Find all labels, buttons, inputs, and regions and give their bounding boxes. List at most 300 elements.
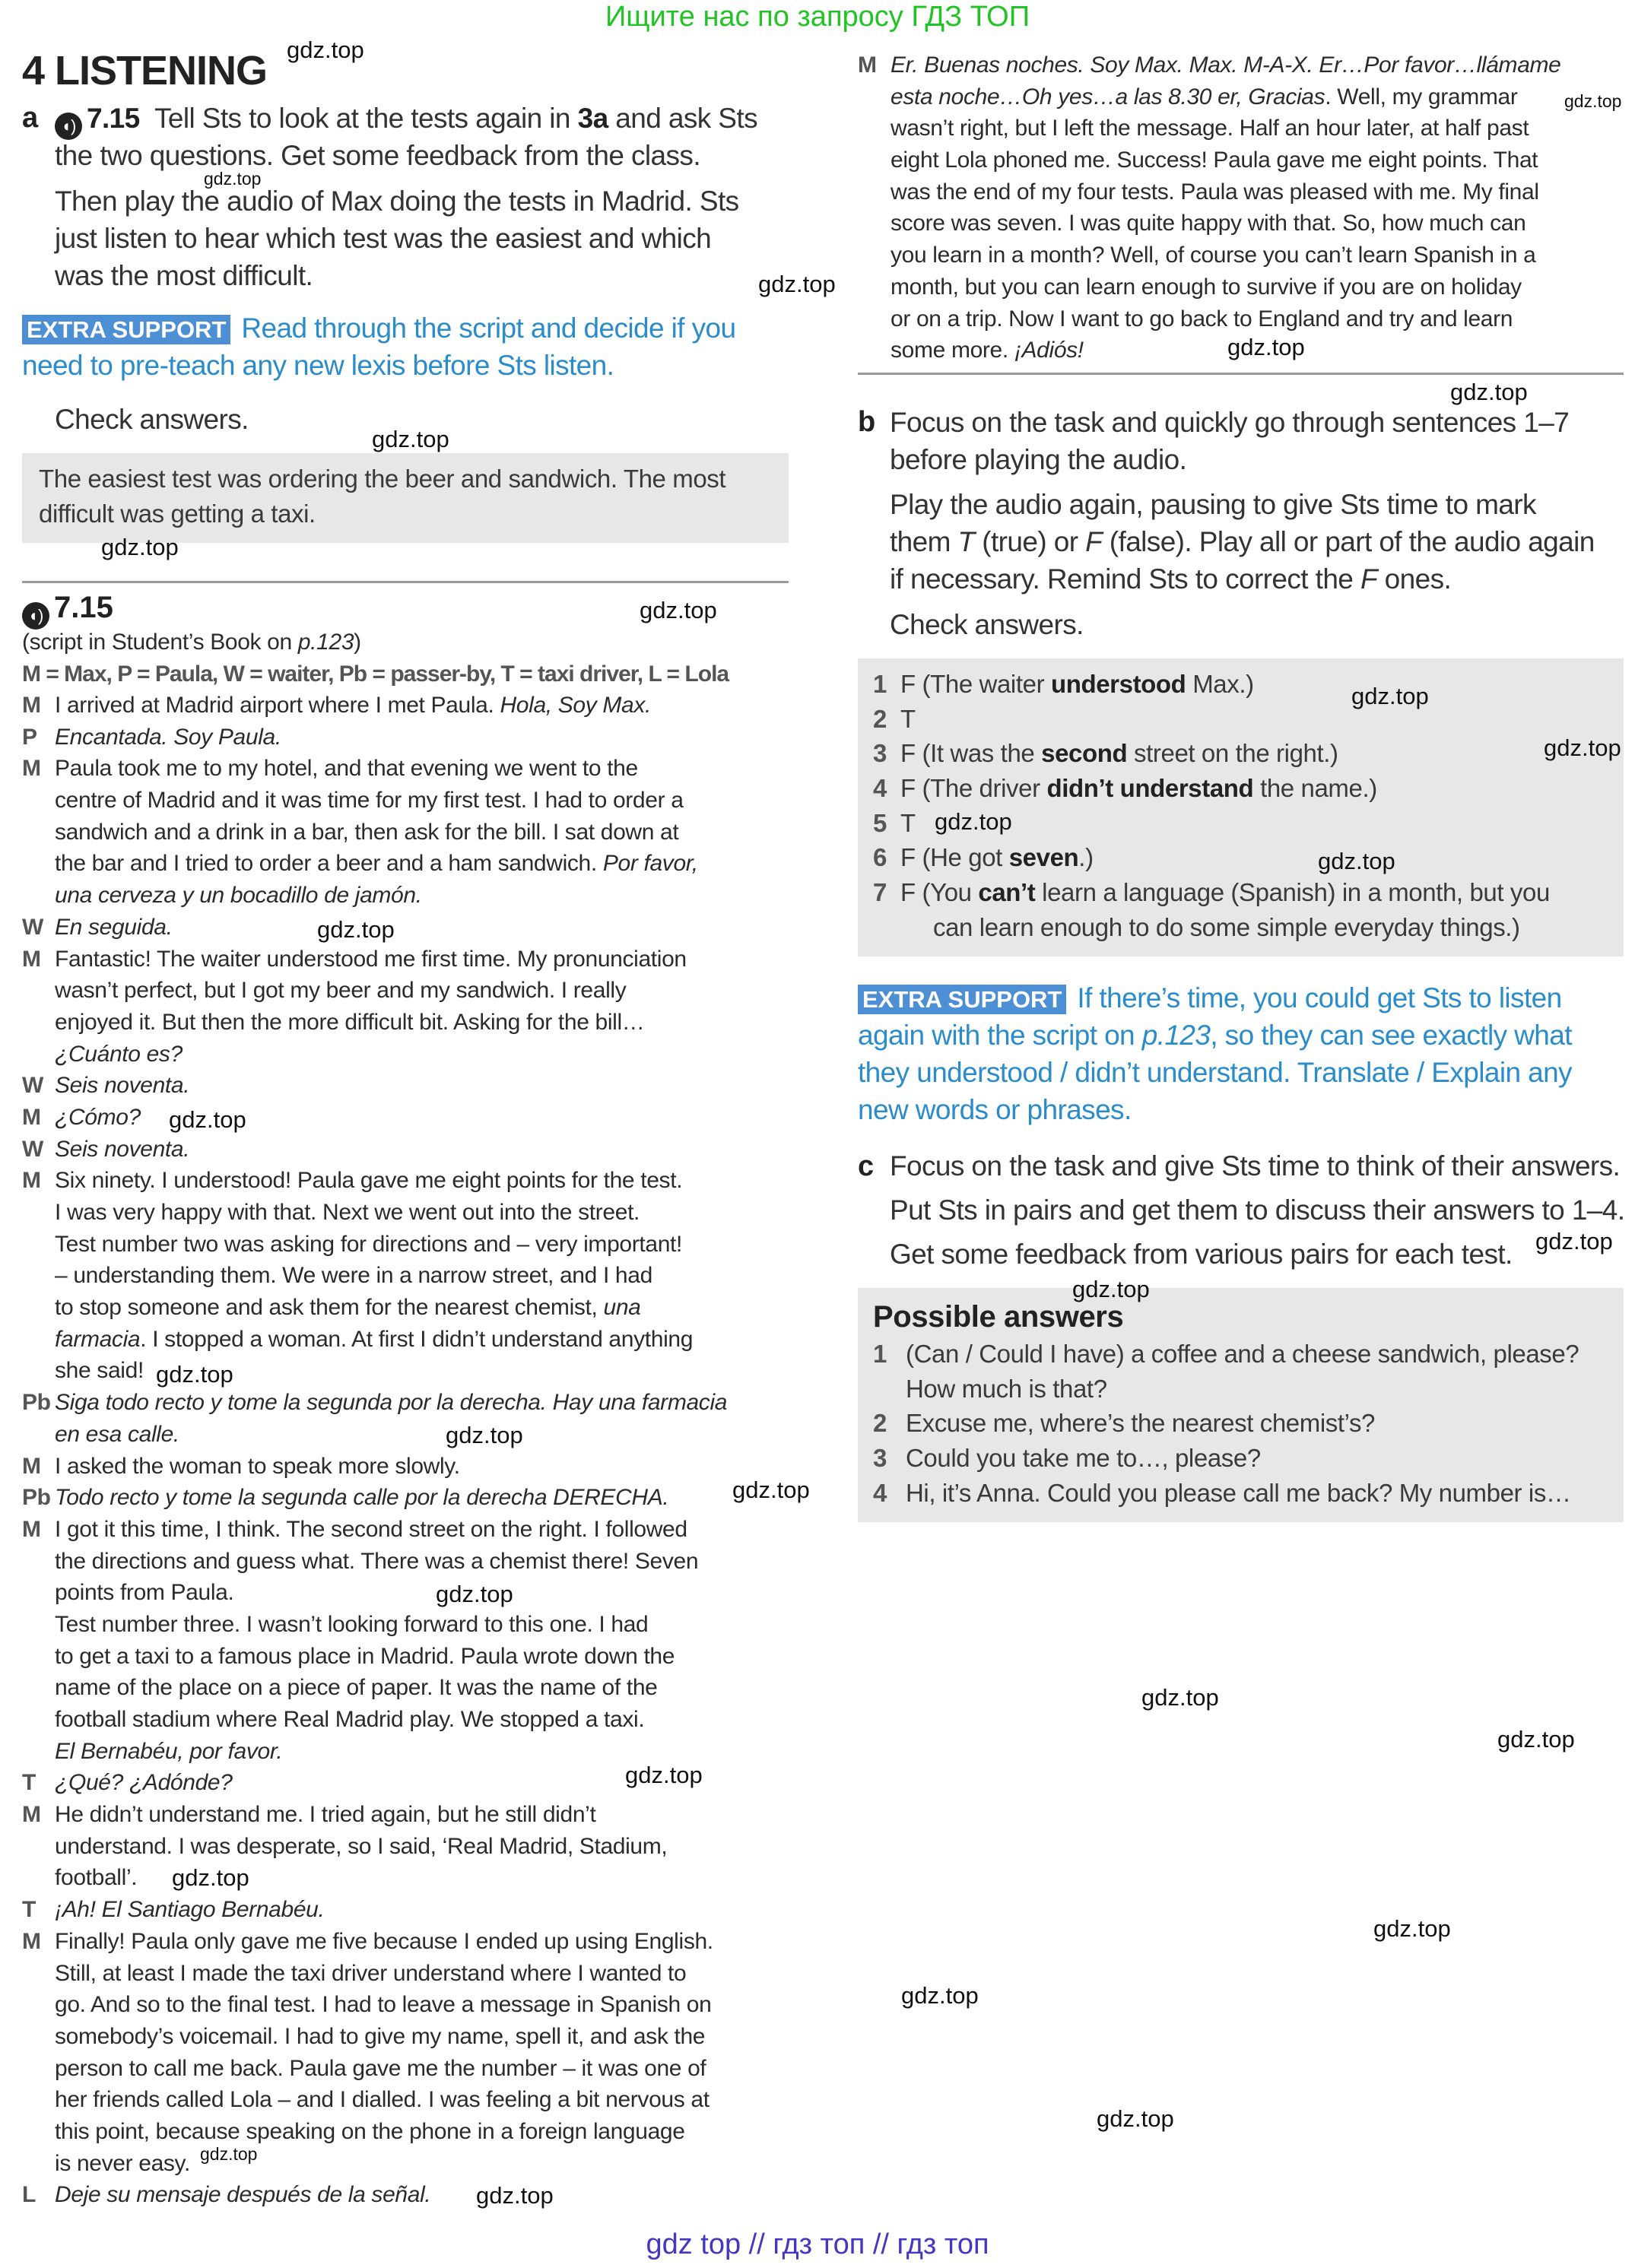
answer-text [900, 771, 1377, 806]
text-segment: they understood / didn’t understand. Translate / Explain any [858, 1057, 1572, 1088]
text-segment: wasn’t right, but I left the message. Half an hour later, at half past [891, 116, 1529, 141]
script-line [22, 1451, 805, 1483]
text-segment: He didn’t understand me. I tried again, but he still didn’t [55, 1802, 596, 1828]
script-text [55, 1958, 686, 1990]
speaker-label: M [22, 756, 41, 782]
watermark: gdz.top [1544, 734, 1621, 761]
search-banner[interactable]: Ищите нас по запросу ГДЗ ТОП [605, 1, 1030, 33]
text-segment: I got it this time, I think. The second street on the right. I followed [55, 1516, 687, 1542]
text-segment: (script in Student’s Book on [22, 630, 298, 655]
speaker-label: M [22, 693, 41, 718]
speaker-legend: M = Max, P = Paula, W = waiter, Pb = passer-by, T = taxi driver, L = Lola [22, 661, 729, 687]
speaker-label: Pb [22, 1390, 51, 1416]
watermark: gdz.top [1141, 1684, 1219, 1711]
text-segment: again with the script on [858, 1020, 1142, 1051]
text-segment: .) [1078, 843, 1094, 872]
script-line [22, 1007, 805, 1039]
italic-text: Hola, Soy Max. [500, 693, 651, 718]
italic-text: p.123 [1141, 1020, 1211, 1051]
text-segment: Still, at least I made the taxi driver understand where I wanted to [55, 1960, 687, 1986]
extra-support-a [22, 309, 735, 384]
italic-text: farmacia [55, 1326, 141, 1352]
speaker-label: M [22, 1168, 41, 1194]
italic-text: esta noche…Oh yes…a las 8.30 er, Gracias [891, 84, 1325, 109]
speaker-label: W [22, 914, 43, 940]
text-segment: wasn’t perfect, but I got my beer and my sandwich. I really [55, 978, 627, 1004]
answer-item [873, 1372, 1611, 1407]
script-text [55, 1831, 667, 1863]
script-text [55, 1387, 727, 1419]
text-segment: to stop someone and ask them for the nearest chemist, [55, 1295, 604, 1321]
text-line [858, 1017, 1572, 1054]
text-segment: just listen to hear which test was the easiest and which [55, 223, 712, 254]
script-line [22, 1799, 805, 1831]
item-number: 1 [873, 1340, 887, 1368]
italic-text: En seguida. [55, 914, 173, 940]
footer-links[interactable]: gdz top // гдз топ // гдз топ [646, 2228, 989, 2260]
script-line [22, 1260, 805, 1292]
text-segment: them [890, 526, 958, 557]
watermark: gdz.top [1097, 2105, 1174, 2132]
watermark: gdz.top [935, 808, 1012, 835]
italic-text: F [1360, 563, 1377, 595]
script-text [55, 1419, 179, 1451]
text-line [1077, 982, 1561, 1013]
text-segment: this point, because speaking on the phone in a foreign language [55, 2118, 685, 2144]
item-number: 4 [873, 774, 887, 803]
text-segment: Tell Sts to look at the tests again in [154, 103, 578, 134]
text-segment: score was seven. I was quite happy with that. So, how much can [891, 211, 1526, 236]
text-segment: The easiest test was ordering the beer and sandwich. The most [39, 465, 726, 493]
item-number: 3 [873, 739, 887, 768]
script-line [22, 2148, 805, 2180]
exercise-a-instructions [55, 182, 739, 294]
script-line [22, 1641, 805, 1673]
script-text [891, 335, 1084, 366]
watermark: gdz.top [169, 1106, 246, 1133]
script-text [55, 1926, 713, 1958]
script-text [55, 1672, 658, 1704]
watermark: gdz.top [1373, 1915, 1451, 1942]
watermark: gdz.top [1535, 1228, 1613, 1255]
text-segment: ones. [1376, 563, 1452, 595]
exercise-b-intro [890, 404, 1569, 478]
text-segment: Max.) [1186, 670, 1254, 698]
text-segment: enjoyed it. But then the more difficult bit. Asking for the bill… [55, 1009, 645, 1035]
script-text [55, 690, 651, 722]
script-line [22, 1672, 805, 1704]
script-text [55, 1546, 698, 1578]
italic-text: p.123 [297, 630, 354, 655]
script-text [55, 753, 638, 785]
text-segment: football’. [55, 1865, 138, 1891]
exercise-a-intro [55, 100, 757, 174]
script-line [22, 1102, 805, 1134]
script-header [22, 591, 113, 630]
text-segment: Focus on the task and quickly go through sentences 1–7 [890, 407, 1570, 438]
answer-item [873, 771, 1611, 806]
text-segment: Excuse me, where’s the nearest chemist’s? [906, 1409, 1376, 1438]
text-line [154, 103, 757, 134]
script-line [22, 1197, 805, 1229]
text-segment: ) [354, 630, 361, 655]
watermark: gdz.top [758, 271, 836, 297]
text-segment: Fantastic! The waiter understood me first time. My pronunciation [55, 946, 687, 972]
watermark: gdz.top [317, 916, 395, 943]
script-text [55, 848, 698, 880]
answer-text [906, 1406, 1375, 1441]
text-line [55, 220, 739, 257]
script-line [22, 880, 805, 912]
text-segment: I was very happy with that. Next we went out into the street. [55, 1200, 640, 1225]
script-right-column [858, 49, 1626, 366]
audio-track-number: 7.15 [87, 103, 140, 134]
text-line [55, 257, 739, 294]
text-line [858, 1091, 1572, 1128]
speaker-label: M [858, 52, 877, 78]
answer-text [900, 667, 1254, 702]
speaker-label: W [22, 1073, 43, 1099]
speaker-label: T [22, 1897, 36, 1923]
watermark: gdz.top [156, 1361, 233, 1388]
script-text [55, 1609, 648, 1641]
answer-text [933, 910, 1520, 945]
speaker-label: M [22, 946, 41, 972]
text-segment: If there’s time, you could get Sts to listen [1077, 982, 1562, 1013]
script-line [22, 1989, 805, 2021]
script-line [22, 1546, 805, 1578]
text-segment: difficult was getting a taxi. [39, 500, 316, 528]
item-number: 6 [873, 843, 887, 872]
watermark: gdz.top [372, 426, 449, 452]
possible-answers-title: Possible answers [873, 1300, 1124, 1334]
answer-text [906, 1441, 1261, 1476]
text-line [858, 1054, 1572, 1091]
script-text [891, 271, 1522, 303]
text-segment: before playing the audio. [890, 444, 1187, 475]
text-segment: centre of Madrid and it was time for my first test. I had to order a [55, 788, 684, 814]
exercise-c-instructions [890, 1144, 1624, 1277]
text-line [890, 1144, 1624, 1188]
script-line [22, 1609, 805, 1641]
text-segment: Six ninety. I understood! Paula gave me eight points for the test. [55, 1168, 683, 1194]
item-number: 1 [873, 670, 887, 698]
text-segment: and ask Sts [608, 103, 757, 134]
text-segment: the name.) [1253, 774, 1377, 803]
italic-text: Seis noventa. [55, 1136, 190, 1162]
answer-text [900, 840, 1094, 875]
script-line [22, 1862, 805, 1894]
divider [858, 373, 1624, 375]
script-line [22, 817, 805, 849]
answer-item [873, 1337, 1611, 1372]
watermark: gdz.top [1351, 683, 1429, 709]
text-segment: some more. [891, 338, 1014, 363]
script-text [55, 1577, 234, 1609]
italic-text: Er. Buenas noches. Soy Max. Max. M-A-X. Er…Por favor…llámame [891, 52, 1561, 78]
answer-item [873, 1406, 1611, 1441]
possible-answers-box [858, 1288, 1624, 1522]
script-text [55, 2021, 705, 2053]
watermark: gdz.top [436, 1581, 513, 1607]
answer-text [22, 453, 789, 531]
script-line [22, 785, 805, 817]
extra-support-b [858, 979, 1572, 1128]
script-text [55, 722, 281, 753]
text-line [890, 523, 1595, 560]
text-segment: Test number three. I wasn’t looking forward to this one. I had [55, 1611, 649, 1637]
script-text [55, 1324, 693, 1356]
text-segment: you learn in a month? Well, of course you can’t learn Spanish in a [891, 243, 1536, 268]
exercise-letter-b: b [858, 406, 876, 438]
watermark: gdz.top [1072, 1276, 1150, 1302]
text-segment: F (The waiter [900, 670, 1051, 698]
script-line [858, 239, 1626, 271]
extra-support-tag: EXTRA SUPPORT [22, 315, 230, 344]
script-line [22, 2021, 805, 2053]
speaker-label: Pb [22, 1485, 51, 1511]
bold-text: didn’t understand [1046, 774, 1254, 803]
speaker-label: P [22, 724, 37, 750]
script-text [55, 1070, 189, 1102]
script-line [22, 1165, 805, 1197]
script-line [858, 176, 1626, 208]
script-line [858, 144, 1626, 176]
script-text [55, 1641, 675, 1673]
script-line [22, 722, 805, 753]
text-segment: – understanding them. We were in a narrow street, and I had [55, 1263, 652, 1289]
speaker-label: L [22, 2182, 36, 2208]
script-line [22, 944, 805, 975]
script-line [22, 912, 805, 944]
speaker-label: M [22, 1453, 41, 1479]
text-segment: the two questions. Get some feedback from the class. [55, 140, 701, 171]
text-segment: . Well, my grammar [1325, 84, 1518, 109]
script-text [55, 1229, 682, 1261]
text-segment: Then play the audio of Max doing the tests in Madrid. Sts [55, 186, 739, 217]
text-segment: understand. I was desperate, so I said, ‘Real Madrid, Stadium, [55, 1833, 668, 1859]
script-text [55, 912, 173, 944]
bold-text: can’t [978, 878, 1036, 907]
answer-item [873, 875, 1611, 910]
bold-text: 3a [577, 103, 608, 134]
audio-icon[interactable]: ◖) [22, 602, 49, 630]
text-segment: to get a taxi to a famous place in Madrid. Paula wrote down the [55, 1643, 675, 1669]
watermark: gdz.top [172, 1864, 249, 1891]
italic-text: El Bernabéu, por favor. [55, 1738, 283, 1764]
exercise-letter-a: a [22, 102, 39, 134]
answer-text [900, 702, 916, 737]
answer-text [906, 1476, 1571, 1511]
answer-text [906, 1337, 1579, 1372]
script-line [22, 2116, 805, 2148]
script-text [55, 2084, 710, 2116]
answer-item [873, 1476, 1611, 1511]
text-segment: I asked the woman to speak more slowly. [55, 1453, 460, 1479]
script-text [891, 176, 1539, 208]
text-line [890, 560, 1595, 598]
text-segment: new words or phrases. [858, 1094, 1132, 1125]
script-text [55, 1197, 640, 1229]
italic-text: ¿Cuánto es? [55, 1041, 183, 1067]
watermark: gdz.top [446, 1422, 523, 1448]
text-segment: Play the audio again, pausing to give Sts time to mark [890, 489, 1536, 520]
answer-item [873, 1441, 1611, 1476]
watermark: gdz.top [1497, 1726, 1575, 1753]
text-line [39, 496, 789, 531]
text-segment: is never easy. [55, 2150, 190, 2176]
text-segment: I arrived at Madrid airport where I met Paula. [55, 693, 500, 718]
script-line [858, 49, 1626, 81]
script-line [22, 1831, 805, 1863]
italic-text: Deje su mensaje después de la señal. [55, 2182, 431, 2208]
watermark: gdz.top [625, 1762, 703, 1788]
italic-text: Encantada. Soy Paula. [55, 724, 281, 750]
divider [22, 581, 789, 583]
watermark: gdz.top [476, 2182, 554, 2209]
text-segment: T [900, 704, 916, 733]
text-segment: name of the place on a piece of paper. It was the name of the [55, 1675, 658, 1701]
script-text [55, 1102, 141, 1134]
text-segment: (Can / Could I have) a coffee and a cheese sandwich, please? [906, 1340, 1579, 1368]
script-line [22, 2179, 805, 2211]
script-text [55, 1862, 137, 1894]
script-text [55, 1355, 144, 1387]
answer-item [873, 702, 1611, 737]
text-segment: Could you take me to…, please? [906, 1444, 1261, 1473]
text-segment: need to pre-teach any new lexis before Sts listen. [22, 350, 614, 381]
script-line [22, 1577, 805, 1609]
watermark: gdz.top [1318, 848, 1395, 874]
item-number: 2 [873, 704, 887, 733]
italic-text: ¿Qué? ¿Adónde? [55, 1770, 233, 1796]
text-segment: Paula took me to my hotel, and that evening we went to the [55, 756, 638, 782]
speaker-label: M [22, 1516, 41, 1542]
text-segment: points from Paula. [55, 1580, 234, 1606]
script-text [891, 113, 1529, 144]
answer-text [900, 875, 1550, 910]
script-text [891, 239, 1536, 271]
text-segment: or on a trip. Now I want to go back to England and try and learn [891, 306, 1513, 331]
text-segment: the directions and guess what. There was a chemist there! Seven [55, 1548, 699, 1574]
text-line [890, 486, 1595, 523]
script-text [55, 785, 684, 817]
italic-text: una [603, 1295, 641, 1321]
text-segment: was the end of my four tests. Paula was pleased with me. My final [891, 179, 1539, 205]
script-line [22, 690, 805, 722]
text-line [39, 462, 789, 496]
italic-text: T [957, 526, 975, 557]
text-line [241, 312, 735, 344]
audio-icon[interactable]: ◖) [55, 113, 82, 140]
script-left-column [22, 690, 805, 2211]
speaker-label: W [22, 1136, 43, 1162]
answer-list [873, 667, 1611, 945]
script-line [22, 1926, 805, 1958]
text-segment: Test number two was asking for directions and – very important! [55, 1231, 682, 1257]
script-line [858, 81, 1626, 113]
text-segment: F (It was the [900, 739, 1042, 768]
text-line [890, 441, 1569, 478]
script-text [55, 1292, 641, 1324]
extra-support-tag: EXTRA SUPPORT [858, 985, 1066, 1014]
script-text [55, 2116, 685, 2148]
script-line [22, 1324, 805, 1356]
text-segment: (false). Play all or part of the audio again [1102, 526, 1595, 557]
script-text [55, 1736, 282, 1768]
item-number: 7 [873, 878, 887, 907]
item-number: 4 [873, 1478, 887, 1507]
script-line [22, 1958, 805, 1990]
item-number: 5 [873, 808, 887, 837]
script-meta [22, 626, 729, 690]
bold-text: second [1041, 739, 1128, 768]
script-text [55, 880, 422, 912]
script-text [55, 2148, 190, 2180]
script-text [891, 144, 1538, 176]
text-segment: she said! [55, 1358, 144, 1384]
answer-item [873, 736, 1611, 771]
script-line [22, 2084, 805, 2116]
italic-text: Por favor, [602, 851, 698, 877]
italic-text: F [1085, 526, 1103, 557]
script-line [22, 1514, 805, 1546]
watermark: gdz.top [640, 597, 717, 623]
watermark: gdz.top [287, 36, 364, 63]
check-answers-b: Check answers. [890, 609, 1084, 640]
script-text [891, 208, 1525, 239]
watermark: gdz.top [200, 2144, 258, 2164]
text-segment: F (You [900, 878, 979, 907]
script-text [55, 2179, 430, 2211]
script-text [55, 975, 626, 1007]
text-segment: was the most difficult. [55, 260, 313, 291]
italic-text: Todo recto y tome la segunda calle por la derecha DERECHA. [55, 1485, 669, 1511]
speaker-label: M [22, 1104, 41, 1130]
bold-text: seven [1008, 843, 1079, 872]
text-segment: Put Sts in pairs and get them to discuss their answers to 1–4. [890, 1194, 1625, 1226]
script-line [22, 1355, 805, 1387]
text-segment: football stadium where Real Madrid play. We stopped a taxi. [55, 1707, 645, 1732]
script-line [22, 1894, 805, 1926]
script-text [55, 1514, 687, 1546]
script-line [22, 975, 805, 1007]
text-segment: How much is that? [906, 1374, 1107, 1403]
text-segment: street on the right.) [1127, 739, 1338, 768]
text-segment: , so they can see exactly what [1210, 1020, 1572, 1051]
script-line [858, 271, 1626, 303]
text-segment: person to call me back. Paula gave me the number – it was one of [55, 2055, 706, 2081]
exercise-b-instructions [890, 486, 1595, 598]
script-line [22, 1419, 805, 1451]
script-line [22, 1134, 805, 1166]
exercise-letter-c: c [858, 1150, 875, 1182]
script-text [891, 303, 1513, 335]
script-line [22, 1229, 805, 1261]
text-segment: Finally! Paula only gave me five because I ended up using English. [55, 1928, 713, 1954]
script-line [22, 1070, 805, 1102]
script-source [22, 626, 729, 658]
italic-text: ¿Cómo? [55, 1104, 141, 1130]
italic-text: en esa calle. [55, 1421, 179, 1447]
text-segment: Hi, it’s Anna. Could you please call me back? My number is… [906, 1478, 1571, 1507]
script-text [55, 1482, 668, 1514]
answer-box-a [22, 453, 789, 543]
script-line [22, 1387, 805, 1419]
script-text [55, 1039, 183, 1071]
answer-item [873, 840, 1611, 875]
text-segment: learn a language (Spanish) in a month, but you [1035, 878, 1550, 907]
